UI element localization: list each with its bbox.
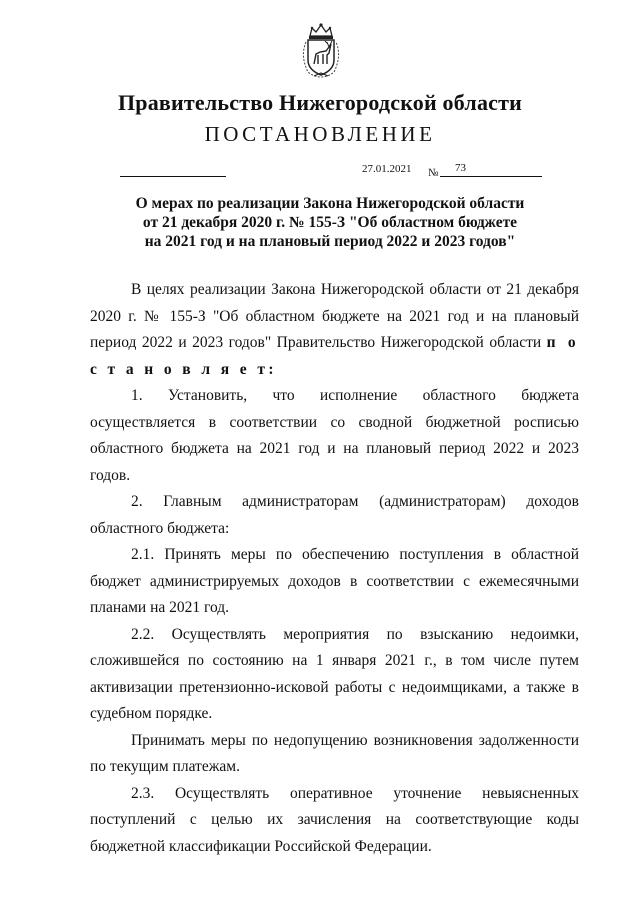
item-2-line-1: 2. Главным администраторам (администраторам) доходов: [131, 493, 579, 510]
heading-line: О мерах по реализации Закона Нижегородской области: [135, 195, 525, 212]
document-heading: [60, 194, 600, 251]
document-date: 27.01.2021: [362, 163, 412, 175]
government-title: Правительство Нижегородской области: [117, 90, 522, 115]
item-2-1: 2.1. Принять меры по обеспечению поступления в областной бюджет администрируемых доходов в соответствии с ежемесячными планами на 2021 год.: [90, 546, 579, 616]
item-2-line-2: областного бюджета:: [90, 519, 230, 537]
item-2-3: 2.3. Осуществлять оперативное уточнение невыясненных поступлений с целью их зачисления на соответствующие коды бюджетной классификации Российской Федерации.: [90, 784, 579, 855]
blank-underline: [120, 176, 226, 177]
coat-of-arms-icon: [298, 22, 344, 78]
item-2-2: 2.2. Осуществлять мероприятия по взысканию недоимки, сложившейся по состоянию на 1 января 2021 г., в том числе путем активизации претензионно-исковой работы с недоимщиками, а также в судебном порядке.: [90, 625, 579, 722]
number-sign: №: [428, 167, 439, 179]
document-body: [90, 277, 579, 860]
document-type: ПОСТАНОВЛЕНИЕ: [204, 122, 436, 146]
decree-word: п о с т а н о в л я е т:: [90, 334, 579, 378]
intro-paragraph: [90, 277, 579, 383]
document-number: 73: [455, 162, 466, 174]
item-1: 1. Установить, что исполнение областного бюджета осуществляется в соответствии со сводной бюджетной росписью областного бюджета на 2021 год и на плановый период 2022 и 2023 годов.: [90, 387, 579, 484]
intro-text: В целях реализации Закона Нижегородской области от 21 декабря 2020 г. № 155-З "Об областном бюджете на 2021 год и на плановый период 2022 и 2023 годов" Правительство Нижегородской области: [90, 281, 579, 351]
number-underline: [440, 176, 542, 177]
heading-line: от 21 декабря 2020 г. № 155-З "Об областном бюджете: [142, 214, 518, 231]
heading-line: на 2021 год и на плановый период 2022 и 2023 годов": [144, 233, 516, 250]
item-2-2-continuation: Принимать меры по недопущению возникновения задолженности по текущим платежам.: [90, 731, 579, 775]
